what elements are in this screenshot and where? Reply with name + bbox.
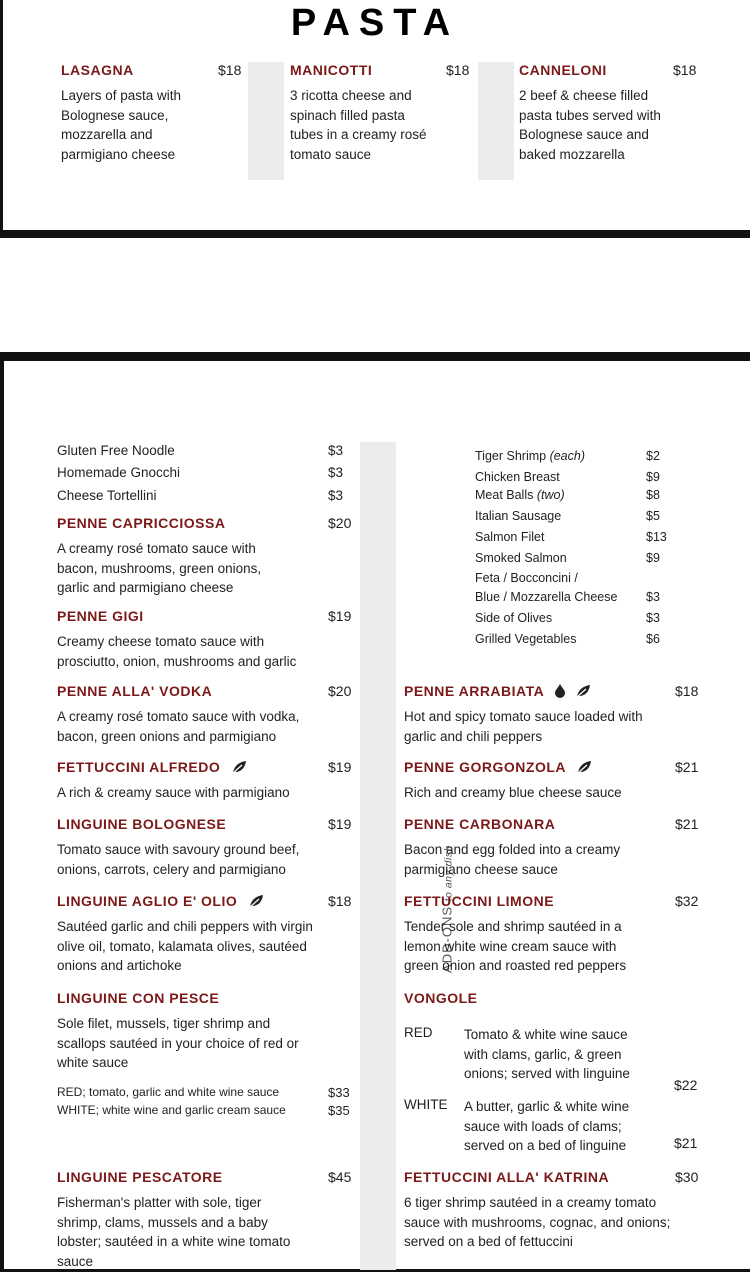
dish-name: FETTUCCINI ALFREDO (57, 759, 221, 775)
addon-price: $13 (646, 530, 667, 544)
dish-name: FETTUCCINI ALLA' KATRINA (404, 1169, 610, 1185)
addon-price: $3 (646, 590, 660, 604)
dish-price: $45 (328, 1169, 352, 1185)
dish-price: $19 (328, 759, 352, 775)
addon-item (475, 630, 675, 649)
panel-left-border (0, 352, 4, 1272)
option-description: Tomato & white wine sauce with clams, garlic, & green onions; served with linguine (464, 1027, 630, 1081)
option-price: $22 (674, 1077, 698, 1093)
option-label: Homemade Gnocchi (57, 465, 181, 480)
dish-price: $18 (675, 683, 699, 699)
leaf-icon (575, 684, 591, 701)
addons-subtitle: to any dish (442, 845, 455, 902)
dish-name: PENNE ARRABIATA (404, 683, 544, 699)
column-divider-bar (478, 62, 514, 180)
addon-label-group (475, 486, 565, 505)
dish-name: LASAGNA (61, 62, 134, 78)
dish-price: $30 (675, 1169, 699, 1185)
dish-name: PENNE CARBONARA (404, 816, 556, 832)
dish-name: LINGUINE AGLIO E' OLIO (57, 893, 238, 909)
dish-price: $20 (328, 515, 352, 531)
addon-label: Side of Olives (475, 611, 553, 625)
addon-label-group (475, 447, 585, 466)
option-tag: RED (404, 1025, 433, 1040)
dish-name: PENNE GORGONZOLA (404, 759, 566, 775)
dish-description: A creamy rosé tomato sauce with vodka, bacon, green onions and parmigiano (57, 709, 300, 744)
pasta-option (57, 465, 357, 485)
sauce-option (57, 1102, 357, 1119)
addon-price: $2 (646, 449, 660, 463)
addon-label: Feta / Bocconcini / (475, 571, 578, 585)
addon-item (475, 549, 675, 568)
dish-description: Sautéed garlic and chili peppers with virgin olive oil, tomato, kalamata olives, sautéed onions and artichoke (57, 919, 313, 973)
addon-label: Smoked Salmon (475, 551, 567, 565)
addon-item (475, 609, 675, 628)
addon-label: Blue / Mozzarella Cheese (475, 590, 618, 604)
dish-description: Creamy cheese tomato sauce with prosciutto, onion, mushrooms and garlic (57, 634, 297, 669)
dish-name: PENNE GIGI (57, 608, 144, 624)
option-label: RED; tomato, garlic and white wine sauce (57, 1085, 280, 1099)
dish-name-row (404, 683, 591, 701)
addon-item (475, 507, 675, 526)
main-menu-panel (0, 352, 750, 1280)
dish-name: FETTUCCINI LIMONE (404, 893, 555, 909)
dish-description: A creamy rosé tomato sauce with bacon, mushrooms, green onions, garlic and parmigiano cheese (57, 541, 262, 595)
sauce-option (57, 1084, 357, 1101)
leaf-icon (231, 760, 247, 777)
option-label: Gluten Free Noodle (57, 443, 175, 458)
dish-price: $19 (328, 608, 352, 624)
addon-price: $9 (646, 470, 660, 484)
addon-label: Chicken Breast (475, 470, 560, 484)
option-price: $3 (328, 465, 344, 480)
dish-name: LINGUINE BOLOGNESE (57, 816, 227, 832)
dish-description: Tender sole and shrimp sautéed in a lemon white wine cream sauce with green onion and roasted red peppers (404, 919, 627, 973)
column-divider-bar (360, 442, 396, 1270)
dish-description: Sole filet, mussels, tiger shrimp and scallops sautéed in your choice of red or white sauce (57, 1016, 299, 1070)
dish-price: $20 (328, 683, 352, 699)
option-price: $3 (328, 443, 344, 458)
dish-description: 6 tiger shrimp sautéed in a creamy tomato sauce with mushrooms, cognac, and onions; served on a bed of fettuccini (404, 1195, 671, 1249)
addon-label: Grilled Vegetables (475, 632, 577, 646)
page-title: PASTA (290, 2, 460, 44)
option-price: $3 (328, 488, 344, 503)
dish-description: A rich & creamy sauce with parmigiano (57, 785, 290, 800)
panel-bottom-border (0, 230, 750, 238)
addon-item (475, 468, 675, 487)
option-price: $21 (674, 1135, 698, 1151)
addon-item (475, 447, 675, 466)
addon-label: Salmon Filet (475, 530, 545, 544)
addons-title: ADD-ONS (439, 905, 455, 973)
dish-name: VONGOLE (404, 990, 478, 1006)
dish-name-row (404, 759, 592, 777)
vongole-option (404, 1025, 704, 1097)
addon-note: (two) (536, 488, 565, 502)
vongole-option (404, 1097, 704, 1169)
dish-name: LINGUINE CON PESCE (57, 990, 220, 1006)
dish-description: Bacon and egg folded into a creamy parmigiano cheese sauce (404, 842, 621, 877)
addon-label: Tiger Shrimp (475, 449, 550, 463)
option-price: $35 (328, 1103, 350, 1118)
addon-item (475, 588, 675, 607)
dish-name: CANNELONI (519, 62, 607, 78)
dish-description: 3 ricotta cheese and spinach filled pasta tubes in a creamy rosé tomato sauce (290, 88, 427, 162)
dish-price: $21 (675, 759, 699, 775)
addon-item (475, 486, 675, 505)
drop-icon (554, 683, 566, 701)
dish-name-row (57, 893, 264, 911)
dish-name-row (57, 759, 247, 777)
addon-price: $3 (646, 611, 660, 625)
addon-price: $6 (646, 632, 660, 646)
option-label: WHITE; white wine and garlic cream sauce (57, 1103, 286, 1117)
addon-note: (each) (549, 449, 585, 463)
dish-price: $18 (328, 893, 352, 909)
option-label: Cheese Tortellini (57, 488, 157, 503)
addon-label: Italian Sausage (475, 509, 562, 523)
addon-item (475, 569, 675, 588)
dish-name: LINGUINE PESCATORE (57, 1169, 223, 1185)
panel-top-border (0, 352, 750, 361)
dish-description: Hot and spicy tomato sauce loaded with garlic and chili peppers (404, 709, 643, 744)
dish-description: Tomato sauce with savoury ground beef, onions, carrots, celery and parmigiano (57, 842, 300, 877)
dish-price: $32 (675, 893, 699, 909)
dish-price: $18 (673, 62, 697, 78)
dish-description: Fisherman's platter with sole, tiger shrimp, clams, mussels and a baby lobster; sautéed in a white wine tomato sauce (57, 1195, 291, 1269)
option-description: A butter, garlic & white wine sauce with loads of clams; served on a bed of linguine (464, 1099, 630, 1153)
addon-item (475, 528, 675, 547)
dish-price: $18 (218, 62, 242, 78)
top-menu-panel (0, 0, 750, 238)
addon-price: $8 (646, 488, 660, 502)
dish-name: PENNE CAPRICCIOSSA (57, 515, 226, 531)
pasta-option (57, 443, 357, 463)
leaf-icon (248, 894, 264, 911)
dish-name: PENNE ALLA' VODKA (57, 683, 213, 699)
dish-description: Rich and creamy blue cheese sauce (404, 785, 622, 800)
dish-price: $19 (328, 816, 352, 832)
dish-name: MANICOTTI (290, 62, 373, 78)
dish-price: $18 (446, 62, 470, 78)
addon-label: Meat Balls (475, 488, 537, 502)
dish-description: 2 beef & cheese filled pasta tubes served with Bolognese sauce and baked mozzarella (519, 88, 661, 162)
option-price: $33 (328, 1085, 350, 1100)
pasta-option (57, 488, 357, 508)
addon-price: $9 (646, 551, 660, 565)
dish-price: $21 (675, 816, 699, 832)
option-tag: WHITE (404, 1097, 448, 1112)
column-divider-bar (248, 62, 284, 180)
addon-price: $5 (646, 509, 660, 523)
dish-description: Layers of pasta with Bolognese sauce, mozzarella and parmigiano cheese (61, 88, 182, 162)
leaf-icon (576, 760, 592, 777)
